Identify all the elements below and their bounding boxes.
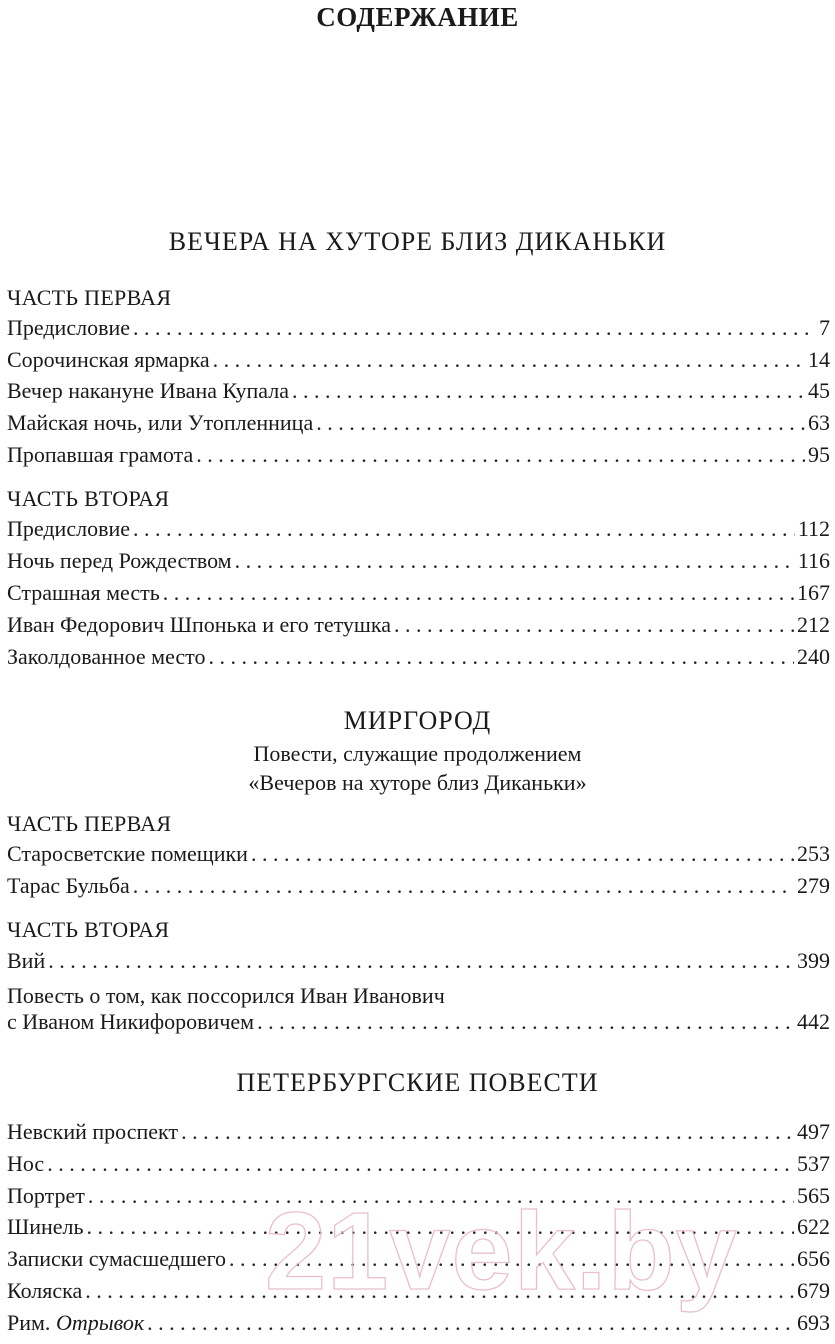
toc-entry[interactable]	[7, 410, 830, 440]
toc-entry[interactable]	[7, 1278, 830, 1308]
toc-entry[interactable]	[7, 1151, 830, 1181]
toc-entry[interactable]	[7, 378, 830, 408]
toc-entry[interactable]	[7, 516, 830, 546]
toc-entry[interactable]	[7, 1310, 830, 1340]
section-subtitle-line: Повести, служащие продолжением	[253, 741, 582, 766]
toc-entry-title: Заколдованное место	[7, 644, 206, 669]
dot-leader	[209, 644, 794, 670]
section-heading-mirgorod: МИРГОРОД	[343, 706, 492, 735]
dot-leader	[133, 873, 794, 899]
toc-entry[interactable]	[7, 548, 830, 578]
part-heading-vechera-2: ЧАСТЬ ВТОРАЯ	[7, 486, 170, 511]
toc-entry[interactable]	[7, 948, 830, 978]
toc-entry-title	[7, 1310, 144, 1336]
toc-entry-page: 442	[797, 1009, 830, 1034]
toc-entry-page: 565	[797, 1183, 830, 1208]
dot-leader	[394, 612, 794, 638]
toc-entry-page: 212	[797, 612, 830, 637]
toc-entry-title-line1[interactable]: Повесть о том, как поссорился Иван Иванович	[7, 983, 445, 1008]
toc-entry[interactable]	[7, 1009, 830, 1039]
toc-entry-title-regular: Рим.	[7, 1310, 56, 1335]
dot-leader	[213, 347, 805, 373]
dot-leader	[48, 948, 794, 974]
toc-entry-title: Записки сумасшедшего	[7, 1246, 227, 1271]
toc-entry-title-italic: Отрывок	[55, 1310, 145, 1335]
toc-entry-title: Ночь перед Рождеством	[7, 548, 232, 573]
toc-entry-title: Сорочинская ярмарка	[7, 347, 210, 372]
toc-entry[interactable]	[7, 644, 830, 674]
toc-entry-page: 7	[819, 315, 830, 340]
section-heading-peterburg: ПЕТЕРБУРГСКИЕ ПОВЕСТИ	[236, 1068, 599, 1097]
dot-leader	[292, 378, 805, 404]
dot-leader	[316, 410, 805, 436]
toc-entry-title: Портрет	[7, 1183, 85, 1208]
toc-entry-page: 497	[797, 1119, 830, 1144]
toc-entry-title: Предисловие	[7, 516, 130, 541]
toc-entry[interactable]	[7, 1214, 830, 1244]
toc-entry-title: Предисловие	[7, 315, 130, 340]
toc-entry-page: 45	[808, 378, 830, 403]
toc-entry[interactable]	[7, 1119, 830, 1149]
toc-entry-title: с Иваном Никифоровичем	[7, 1009, 255, 1034]
toc-entry-title: Пропавшая грамота	[7, 442, 194, 467]
toc-entry-title: Иван Федорович Шпонька и его тетушка	[7, 612, 391, 637]
dot-leader	[88, 1183, 794, 1209]
toc-entry-page: 112	[797, 516, 830, 541]
dot-leader	[85, 1278, 794, 1304]
toc-entry-title: Старосветские помещики	[7, 841, 248, 866]
dot-leader	[163, 580, 794, 606]
toc-entry[interactable]	[7, 873, 830, 903]
toc-entry-title: Вий	[7, 948, 46, 973]
page-title: СОДЕРЖАНИЕ	[316, 2, 519, 32]
toc-entry-page: 693	[797, 1310, 830, 1335]
toc-entry-page: 14	[808, 347, 830, 372]
toc-entry-title: Невский проспект	[7, 1119, 179, 1144]
toc-entry-page: 167	[797, 580, 830, 605]
toc-entry-page: 95	[808, 442, 830, 467]
dot-leader	[196, 442, 805, 468]
toc-entry-title: Майская ночь, или Утопленница	[7, 410, 314, 435]
toc-entry-page: 240	[797, 644, 830, 669]
part-heading-mirgorod-1: ЧАСТЬ ПЕРВАЯ	[7, 811, 172, 836]
dot-leader	[257, 1009, 794, 1035]
dot-leader	[47, 1151, 794, 1177]
toc-entry[interactable]	[7, 580, 830, 610]
toc-entry[interactable]	[7, 1183, 830, 1213]
toc-entry-title: Тарас Бульба	[7, 873, 130, 898]
dot-leader	[235, 548, 795, 574]
toc-entry[interactable]	[7, 612, 830, 642]
watermark: 21vek.by	[265, 1190, 738, 1313]
toc-entry[interactable]	[7, 315, 830, 345]
part-heading-vechera-1: ЧАСТЬ ПЕРВАЯ	[7, 285, 172, 310]
part-heading-mirgorod-2: ЧАСТЬ ВТОРАЯ	[7, 917, 170, 942]
toc-entry-title: Вечер накануне Ивана Купала	[7, 378, 289, 403]
dot-leader	[251, 841, 794, 867]
dot-leader	[229, 1246, 794, 1272]
dot-leader	[181, 1119, 794, 1145]
section-heading-vechera: ВЕЧЕРА НА ХУТОРЕ БЛИЗ ДИКАНЬКИ	[168, 227, 667, 256]
toc-entry[interactable]	[7, 347, 830, 377]
toc-entry-title: Коляска	[7, 1278, 83, 1303]
toc-entry-page: 253	[797, 841, 830, 866]
toc-entry-title: Нос	[7, 1151, 45, 1176]
toc-entry-page: 116	[797, 548, 830, 573]
section-subtitle-line: «Вечеров на хуторе близ Диканьки»	[248, 770, 587, 795]
toc-entry-page: 399	[797, 948, 830, 973]
toc-entry-page: 63	[808, 410, 830, 435]
dot-leader	[133, 516, 795, 542]
toc-entry-title: Страшная месть	[7, 580, 160, 605]
dot-leader	[147, 1310, 794, 1336]
dot-leader	[87, 1214, 794, 1240]
toc-entry-page: 622	[797, 1214, 830, 1239]
toc-entry[interactable]	[7, 442, 830, 472]
dot-leader	[133, 315, 816, 341]
toc-entry-page: 279	[797, 873, 830, 898]
toc-entry-page: 656	[797, 1246, 830, 1271]
toc-entry-page: 679	[797, 1278, 830, 1303]
toc-entry-title: Шинель	[7, 1214, 84, 1239]
toc-entry-page: 537	[797, 1151, 830, 1176]
toc-entry[interactable]	[7, 841, 830, 871]
toc-entry[interactable]	[7, 1246, 830, 1276]
